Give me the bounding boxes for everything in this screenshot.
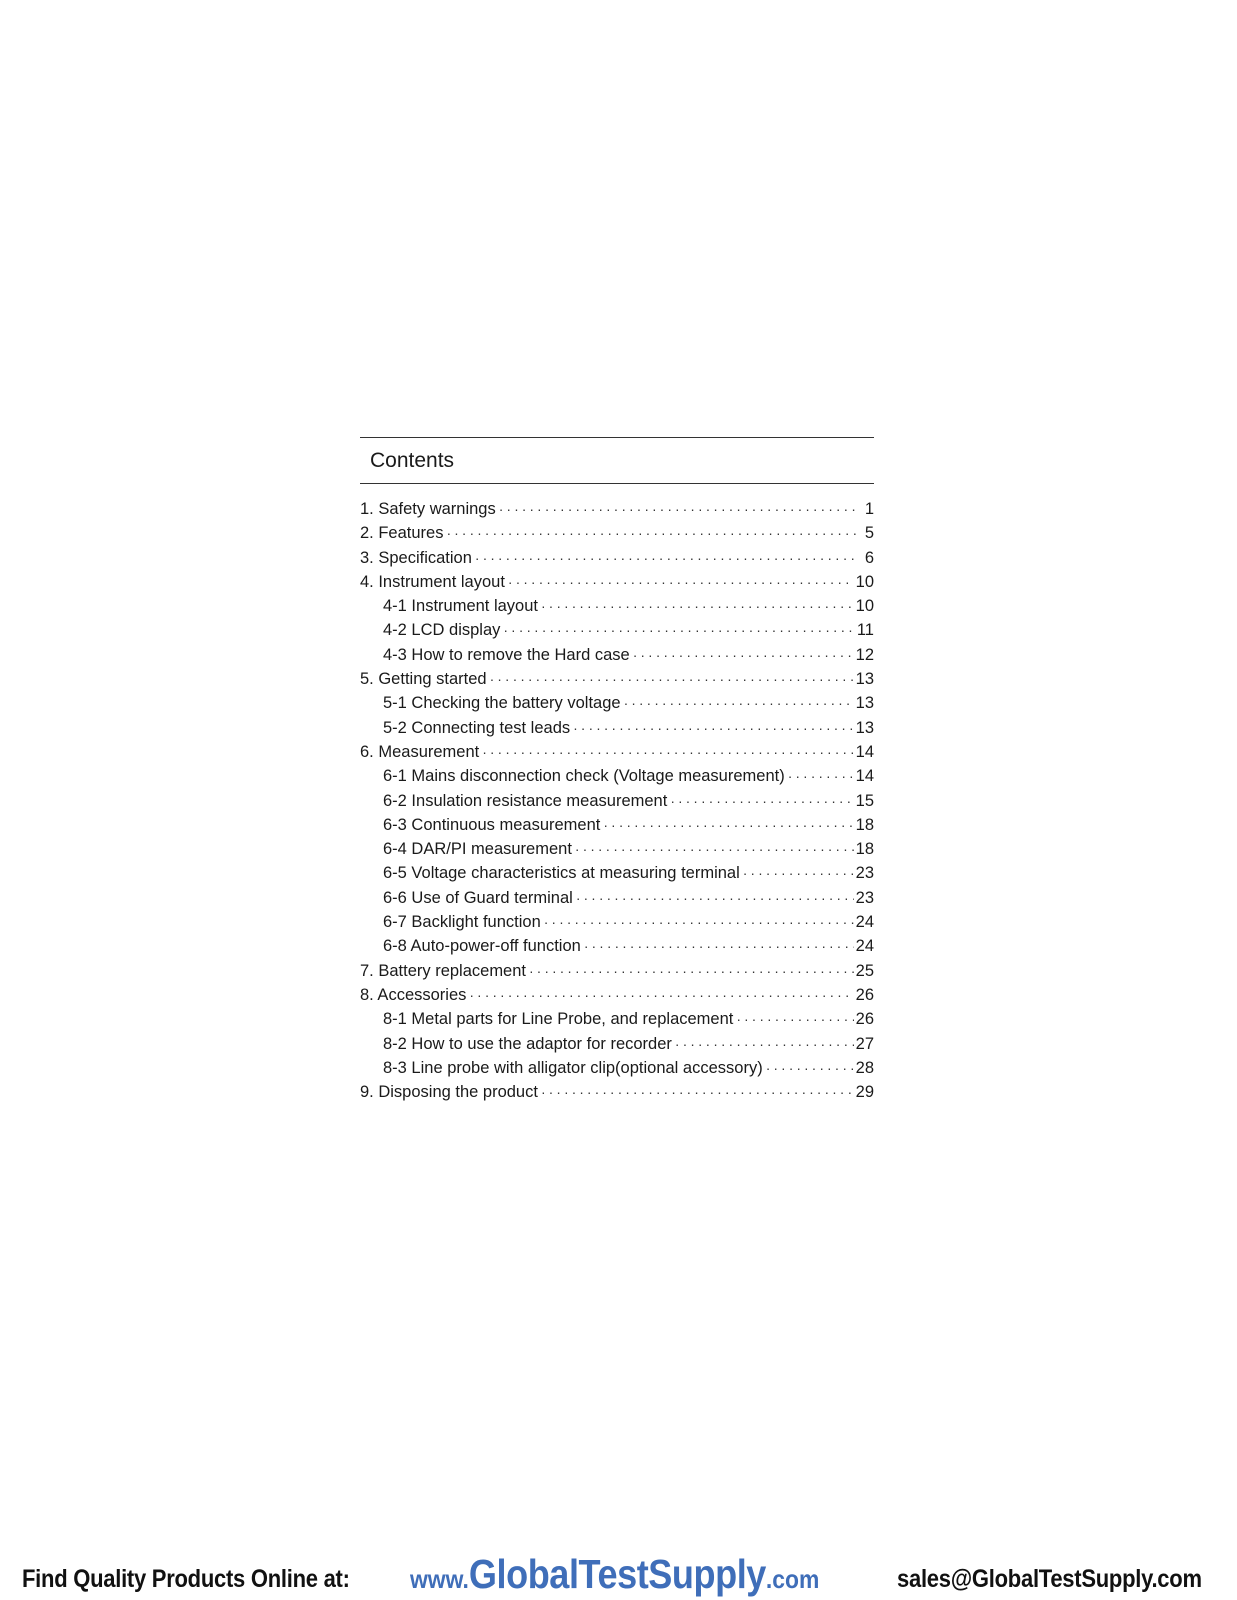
toc-entry-label: 6-1 Mains disconnection check (Voltage measurement) (383, 767, 785, 786)
toc-entry[interactable] (360, 886, 874, 910)
toc-entry-label: 6-7 Backlight function (383, 913, 541, 932)
toc-entry[interactable] (360, 667, 874, 691)
dot-leader (541, 1080, 854, 1104)
toc-entry-label: 6-3 Continuous measurement (383, 815, 601, 834)
toc-entry-label: 8-3 Line probe with alligator clip(optional accessory) (383, 1058, 763, 1077)
toc-entry-label: 6-5 Voltage characteristics at measuring terminal (383, 864, 740, 883)
toc-entry-page-number: 13 (855, 670, 874, 689)
contents-heading: Contents (370, 449, 455, 472)
toc-entry[interactable] (360, 618, 874, 642)
toc-entries (360, 497, 874, 1104)
toc-entry[interactable] (360, 691, 874, 715)
toc-entry[interactable] (360, 716, 874, 740)
dot-leader (482, 740, 853, 764)
toc-entry-page-number: 5 (864, 524, 874, 543)
toc-entry[interactable] (360, 497, 874, 521)
toc-entry[interactable] (360, 861, 874, 885)
dot-leader (503, 618, 854, 642)
toc-entry-label: 5-1 Checking the battery voltage (383, 694, 621, 713)
toc-entry-page-number: 24 (855, 913, 874, 932)
toc-entry-label: 8. Accessories (360, 985, 467, 1004)
toc-entry-label: 1. Safety warnings (360, 500, 496, 518)
toc-entry-label: 6-8 Auto-power-off function (383, 937, 581, 956)
toc-entry-page-number: 11 (856, 621, 874, 640)
toc-entry-label: 5. Getting started (360, 670, 487, 689)
toc-entry-label: 4-1 Instrument layout (383, 597, 538, 616)
dot-leader (675, 1032, 854, 1056)
toc-entry[interactable] (360, 1056, 874, 1080)
toc-entry[interactable] (360, 983, 874, 1007)
toc-entry[interactable] (360, 1080, 874, 1104)
toc-entry[interactable] (360, 570, 874, 594)
toc-entry[interactable] (360, 959, 874, 983)
toc-entry-label: 6-6 Use of Guard terminal (383, 888, 573, 907)
toc-entry-page-number: 18 (855, 815, 874, 834)
toc-entry-label: 9. Disposing the product (360, 1083, 538, 1102)
toc-entry-label: 6-4 DAR/PI measurement (383, 840, 572, 859)
toc-entry-page-number: 24 (855, 937, 874, 956)
dot-leader (603, 813, 853, 837)
table-of-contents (360, 437, 874, 1104)
toc-entry-page-number: 15 (855, 791, 874, 810)
toc-entry-page-number: 28 (855, 1058, 874, 1077)
toc-entry-label: 3. Specification (360, 548, 472, 567)
toc-entry-page-number: 12 (855, 645, 874, 664)
dot-leader (736, 1007, 853, 1031)
toc-entry[interactable] (360, 740, 874, 764)
dot-leader (584, 934, 854, 958)
toc-entry-page-number: 27 (855, 1034, 874, 1053)
toc-entry[interactable] (360, 594, 874, 618)
dot-leader (766, 1056, 854, 1080)
dot-leader (499, 497, 856, 521)
dot-leader (575, 837, 854, 861)
dot-leader (633, 643, 854, 667)
toc-entry-label: 8-2 How to use the adaptor for recorder (383, 1034, 672, 1053)
toc-entry[interactable] (360, 910, 874, 934)
toc-entry[interactable] (360, 837, 874, 861)
toc-entry-page-number: 13 (855, 718, 874, 737)
toc-entry-page-number: 26 (855, 1010, 874, 1029)
toc-entry-label: 5-2 Connecting test leads (383, 718, 571, 737)
toc-entry[interactable] (360, 813, 874, 837)
dot-leader (670, 789, 853, 813)
toc-entry[interactable] (360, 1032, 874, 1056)
toc-entry[interactable] (360, 643, 874, 667)
toc-entry-page-number: 23 (855, 864, 874, 883)
toc-entry-label: 6-2 Insulation resistance measurement (383, 791, 668, 810)
dot-leader (541, 594, 854, 618)
toc-entry-label: 6. Measurement (360, 742, 480, 761)
toc-entry[interactable] (360, 521, 874, 545)
dot-leader (490, 667, 854, 691)
dot-leader (508, 570, 854, 594)
site-prefix: www. (410, 1564, 469, 1594)
toc-entry-page-number: 14 (855, 742, 874, 761)
dot-leader (788, 764, 854, 788)
toc-entry-page-number: 10 (855, 597, 874, 616)
site-suffix: .com (765, 1564, 820, 1594)
toc-entry-page-number: 25 (855, 961, 874, 980)
dot-leader (544, 910, 854, 934)
toc-entry-label: 4-2 LCD display (383, 621, 501, 640)
toc-entry-label: 2. Features (360, 524, 444, 543)
toc-entry-label: 4-3 How to remove the Hard case (383, 645, 630, 664)
toc-entry-page-number: 18 (855, 840, 874, 859)
heading-rule (360, 483, 874, 484)
dot-leader (469, 983, 853, 1007)
toc-entry[interactable] (360, 934, 874, 958)
toc-entry-label: 8-1 Metal parts for Line Probe, and replacement (383, 1010, 734, 1029)
site-name: GlobalTestSupply (468, 1551, 766, 1597)
dot-leader (529, 959, 854, 983)
toc-entry[interactable] (360, 546, 874, 570)
footer-email-link[interactable]: sales@GlobalTestSupply.com (897, 1565, 1202, 1593)
toc-entry-page-number: 6 (864, 548, 874, 567)
footer-website-link[interactable] (410, 1551, 819, 1598)
toc-entry-page-number: 26 (855, 985, 874, 1004)
dot-leader (576, 886, 854, 910)
dot-leader (573, 716, 854, 740)
toc-entry-label: 7. Battery replacement (360, 961, 526, 980)
toc-entry-page-number: 10 (855, 572, 874, 591)
toc-entry-page-number: 14 (855, 767, 874, 786)
toc-entry[interactable] (360, 1007, 874, 1031)
toc-entry[interactable] (360, 764, 874, 788)
toc-entry-page-number: 13 (855, 694, 874, 713)
dot-leader (446, 521, 856, 545)
dot-leader (624, 691, 854, 715)
toc-entry-page-number: 29 (855, 1083, 874, 1102)
dot-leader (475, 546, 856, 570)
toc-entry-page-number: 1 (864, 500, 874, 518)
toc-entry[interactable] (360, 789, 874, 813)
dot-leader (743, 861, 854, 885)
toc-entry-page-number: 23 (855, 888, 874, 907)
footer-banner (0, 1549, 1237, 1597)
footer-tagline: Find Quality Products Online at: (22, 1565, 350, 1593)
toc-entry-label: 4. Instrument layout (360, 572, 505, 591)
